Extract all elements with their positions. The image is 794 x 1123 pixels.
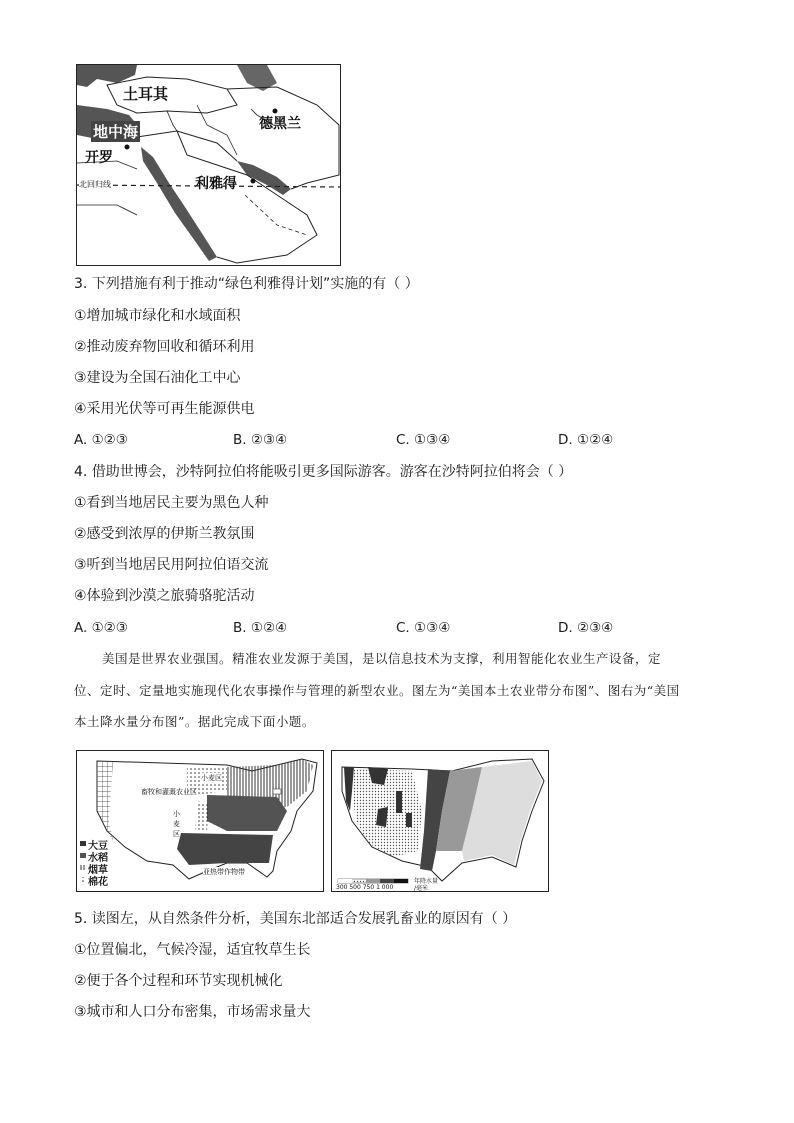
passage-line-2: 位、定时、定量地实施现代化农事操作与管理的新型农业。图左为“美国本土农业带分布图”、图右为“美国: [74, 683, 680, 698]
middle-east-map-drawing: [77, 65, 340, 265]
q4-stem: 4. 借助世博会，沙特阿拉伯将能吸引更多国际游客。游客在沙特阿拉伯将会（ ）: [74, 464, 573, 480]
q5-item-1: ①位置偏北，气候冷湿，适宜牧草生长: [74, 942, 311, 958]
q3-option-d[interactable]: D. ①②④: [558, 432, 614, 448]
label-turkey: 土耳其: [123, 85, 169, 103]
us-precipitation-map: [331, 750, 549, 892]
q4-option-b[interactable]: B. ①②④: [233, 620, 288, 636]
q3-item-3: ③建设为全国石油化工中心: [74, 370, 241, 386]
precip-scale: 300 500 750 1 000: [336, 884, 394, 891]
q4-item-1: ①看到当地居民主要为黑色人种: [74, 495, 269, 511]
label-tehran: 德黑兰: [259, 116, 301, 132]
q4-option-c[interactable]: C. ①③④: [396, 620, 451, 636]
label-cairo: 开罗: [85, 150, 113, 166]
label-ranch-irrigation: 畜牧和灌溉农业区: [141, 788, 197, 796]
label-wheat-2: 麦: [173, 820, 180, 828]
q4-item-4: ④体验到沙漠之旅骑骆驼活动: [74, 588, 255, 604]
q3-option-b[interactable]: B. ②③④: [233, 432, 288, 448]
legend-soybean: 大豆: [88, 841, 108, 852]
q4-option-a[interactable]: A. ①②③: [74, 620, 128, 636]
label-wheat-3: 区: [173, 830, 180, 838]
label-wheat-1: 小: [173, 810, 180, 818]
label-tropic: 北回归线: [79, 180, 111, 189]
q3-stem: 3. 下列措施有利于推动“绿色利雅得计划”实施的有（ ）: [74, 276, 419, 292]
q3-option-c[interactable]: C. ①③④: [396, 432, 451, 448]
label-mediterranean: 地中海: [93, 123, 139, 141]
q3-item-2: ②推动废弃物回收和循环利用: [74, 339, 255, 355]
precip-scale-unit: /毫米: [414, 885, 429, 892]
label-wheat-north: 小麦区: [201, 774, 222, 782]
us-precipitation-map-drawing: [332, 751, 548, 891]
q5-stem: 5. 读图左，从自然条件分析，美国东北部适合发展乳畜业的原因有（ ）: [74, 911, 517, 927]
q4-option-d[interactable]: D. ②③④: [558, 620, 614, 636]
legend-rice: 水稻: [88, 853, 108, 864]
passage-line-1: 美国是世界农业强国。精准农业发源于美国，是以信息技术为支撑，利用智能化农业生产设备，定: [102, 651, 662, 666]
q3-item-4: ④采用光伏等可再生能源供电: [74, 401, 255, 417]
us-agriculture-map: [76, 750, 324, 892]
q4-item-2: ②感受到浓厚的伊斯兰教氛围: [74, 526, 255, 542]
passage-line-3: 本土降水量分布图”。据此完成下面小题。: [74, 714, 315, 729]
q5-item-3: ③城市和人口分布密集，市场需求量大: [74, 1004, 311, 1020]
label-riyadh: 利雅得: [195, 176, 237, 192]
us-agriculture-map-drawing: [77, 751, 323, 891]
q5-item-2: ②便于各个过程和环节实现机械化: [74, 973, 283, 989]
label-subtropical: 亚热带作物带: [203, 868, 245, 876]
legend-cotton: 棉花: [88, 877, 108, 888]
q4-item-3: ③听到当地居民用阿拉伯语交流: [74, 557, 269, 573]
precip-scale-title: 年降水量: [414, 878, 439, 885]
q3-item-1: ①增加城市绿化和水域面积: [74, 308, 241, 324]
legend-tobacco: 烟草: [88, 865, 108, 876]
middle-east-map: [76, 64, 341, 266]
q3-option-a[interactable]: A. ①②③: [74, 432, 128, 448]
